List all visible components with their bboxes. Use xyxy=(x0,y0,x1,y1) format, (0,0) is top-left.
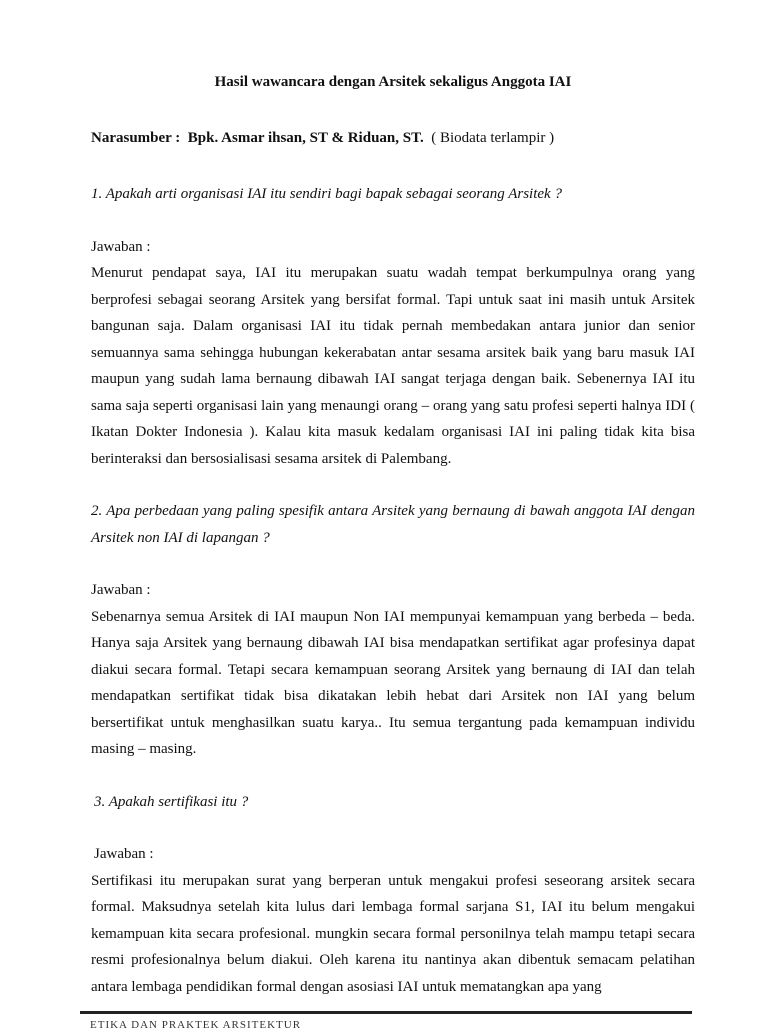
document-title: Hasil wawancara dengan Arsitek sekaligus Anggota IAI xyxy=(214,74,572,90)
footer-divider xyxy=(80,1011,692,1014)
answer-2: Sebenarnya semua Arsitek di IAI maupun Non IAI mempunyai kemampuan yang berbeda – beda. Hanya saja Arsitek yang bernaung dibawah IAI bisa mendapatkan sertifikat agar profesinya dapat diakui secara formal. Tetapi secara kemampuan seorang Arsitek yang bernaung di IAI dan telah mendapatkan sertifikat tidak bisa dikatakan lebih hebat dari Arsitek non IAI yang belum bersertifikat untuk menghasilkan suatu karya.. Itu semua tergantung pada kemampuan individu masing – masing. xyxy=(91,608,695,757)
narasumber-names: Bpk. Asmar ihsan, ST & Riduan, ST. xyxy=(187,130,424,146)
answer-label-3: Jawaban : xyxy=(94,846,154,862)
footer-text: ETIKA DAN PRAKTEK ARSITEKTUR xyxy=(90,1019,302,1031)
question-3: 3. Apakah sertifikasi itu ? xyxy=(94,793,249,810)
answer-3: Sertifikasi itu merupakan surat yang berperan untuk mengakui profesi seseorang arsitek secara formal. Maksudnya setelah kita lulus dari lembaga formal sarjana S1, IAI itu belum mengakui kemampuan kita secara profesional. mungkin secara formal personilnya telah mampu tetapi secara resmi profesionalnya belum diakui. Oleh karena itu nantinya akan dibentuk semacam pelatihan antara lembaga pendidikan formal dengan asosiasi IAI untuk mematangkan apa yang xyxy=(91,872,695,995)
answer-label-1: Jawaban : xyxy=(91,238,151,255)
answer-1: Menurut pendapat saya, IAI itu merupakan suatu wadah tempat berkumpulnya orang yang berprofesi sebagai seorang Arsitek yang bersifat formal. Tapi untuk saat ini masih untuk Arsitek bangunan saja. Dalam organisasi IAI itu tidak pernah membedakan antara junior dan senior semuannya sama sehingga hubungan kekerabatan antar sesama arsitek baik yang baru masuk IAI maupun yang sudah lama bernaung dibawah IAI sangat terjaga dengan baik. Sebenernya IAI itu sama saja seperti organisasi lain yang menaungi orang – orang yang satu profesi seperti halnya IDI ( Ikatan Dokter Indonesia ). Kalau kita masuk kedalam organisasi IAI ini paling tidak kita bisa berinteraksi dan bersosialisasi sesama arsitek di Palembang. xyxy=(91,265,695,467)
narasumber-note: ( Biodata terlampir ) xyxy=(431,130,555,146)
question-1: 1. Apakah arti organisasi IAI itu sendiri bagi bapak sebagai seorang Arsitek ? xyxy=(91,186,562,202)
narasumber-line xyxy=(91,128,695,148)
narasumber-label: Narasumber : xyxy=(91,130,181,146)
question-2: 2. Apa perbedaan yang paling spesifik antara Arsitek yang bernaung di bawah anggota IAI dengan Arsitek non IAI di lapangan ? xyxy=(91,503,695,546)
answer-label-2: Jawaban : xyxy=(91,582,151,598)
document-page xyxy=(91,72,695,1026)
